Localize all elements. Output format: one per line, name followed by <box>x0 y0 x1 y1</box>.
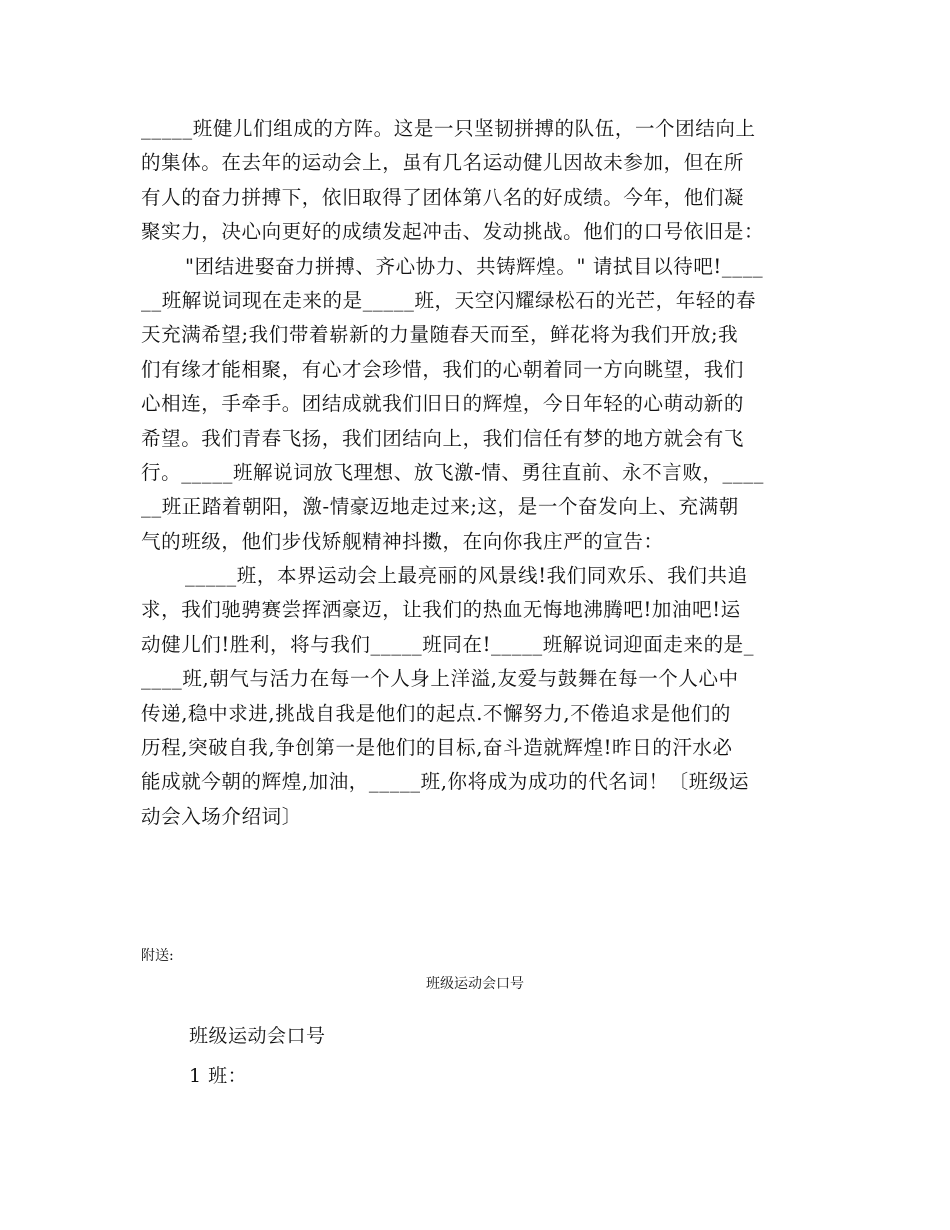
text-line: 能成就今朝的辉煌,加油，_____班,你将成为成功的代名词！〔班级运 <box>141 770 750 794</box>
text-line: 动会入场介绍词〕 <box>141 804 302 828</box>
body-text <box>141 112 813 834</box>
text-line: 有人的奋力拼搏下，依旧取得了团体第八名的好成绩。今年，他们凝 <box>141 185 745 209</box>
text-line: 聚实力，决心向更好的成绩发起冲击、发动挑战。他们的口号依旧是： <box>141 220 765 244</box>
appendix-label: 附送: <box>141 948 174 964</box>
text-line: 气的班级，他们步伐矫舰精神抖擞，在向你我庄严的宣告： <box>141 529 664 553</box>
text-line: 历程,突破自我,争创第一是他们的目标,奋斗造就辉煌!昨日的汗水必 <box>141 736 733 760</box>
slogan-heading: 班级运动会口号 <box>189 1025 326 1047</box>
appendix-title: 班级运动会口号 <box>426 976 524 992</box>
text-line: 的集体。在去年的运动会上，虽有几名运动健儿因故未参加，但在所 <box>141 151 745 175</box>
text-line: 希望。我们青春飞扬，我们团结向上，我们信任有梦的地方就会有飞 <box>141 426 745 450</box>
text-line: 动健儿们!胜利，将与我们_____班同在!_____班解说词迎面走来的是_ <box>141 632 755 656</box>
text-line: 行。_____班解说词放飞理想、放飞激-情、勇往直前、永不言败，____ <box>141 460 764 484</box>
text-line: __班解说词现在走来的是_____班，天空闪耀绿松石的光芒，年轻的春 <box>141 288 757 312</box>
text-line: 心相连，手牵手。团结成就我们旧日的辉煌，今日年轻的心萌动新的 <box>141 392 745 416</box>
text-line: 传递,稳中求进,挑战自我是他们的起点.不懈努力,不倦追求是他们的 <box>141 701 731 725</box>
text-line: ____班,朝气与活力在每一个人身上洋溢,友爱与鼓舞在每一个人心中 <box>141 667 739 691</box>
text-line: _____班，本界运动会上最亮丽的风景线!我们同欢乐、我们共追 <box>185 564 748 588</box>
text-line: 求，我们驰骋赛尝挥洒豪迈，让我们的热血无悔地沸腾吧!加油吧!运 <box>141 598 741 622</box>
text-line: 们有缘才能相聚，有心才会珍惜，我们的心朝着同一方向眺望，我们 <box>141 357 745 381</box>
text-line: "团结进娶奋力拼搏、齐心协力、共铸辉煌。" 请拭目以待吧!____ <box>185 254 764 278</box>
text-line: __班正踏着朝阳，激-情豪迈地走过来;这，是一个奋发向上、充满朝 <box>141 495 739 519</box>
text-line: _____班健儿们组成的方阵。这是一只坚韧拼搏的队伍，一个团结向上 <box>141 117 756 140</box>
class-one-label: 1 班： <box>189 1065 248 1087</box>
text-line: 天充满希望;我们带着崭新的力量随春天而至，鲜花将为我们开放;我 <box>141 323 739 347</box>
